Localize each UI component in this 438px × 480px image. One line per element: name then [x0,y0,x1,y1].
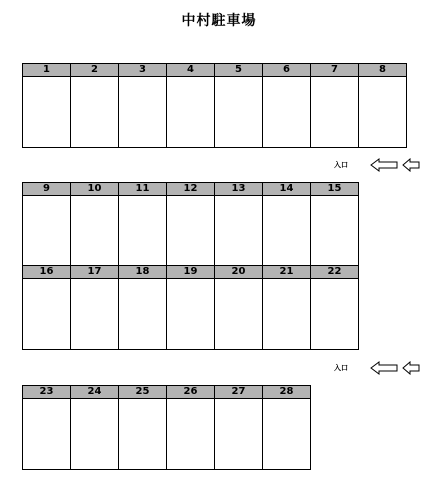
spot-number: 25 [119,386,166,399]
spot-number: 26 [167,386,214,399]
spot-number: 16 [23,266,70,279]
spot-space [215,196,262,266]
spot-space [119,77,166,147]
left-arrow-icon [402,361,420,375]
spot-number: 22 [311,266,358,279]
parking-spot [214,63,263,148]
parking-spot [70,385,119,470]
parking-spot [310,63,359,148]
spot-space [167,279,214,349]
left-arrow-icon [402,158,420,172]
spot-space [167,196,214,266]
spot-number: 2 [71,64,118,77]
parking-spot [214,182,263,267]
entrance-marker-1 [334,158,420,172]
spot-number: 21 [263,266,310,279]
entrance-label: 入口 [334,364,348,372]
parking-spot [70,182,119,267]
parking-row-1 [22,63,407,148]
spot-number: 10 [71,183,118,196]
parking-spot [166,63,215,148]
entrance-label: 入口 [334,161,348,169]
spot-space [311,77,358,147]
parking-row-2 [22,182,359,267]
parking-spot [310,265,359,350]
spot-space [167,399,214,469]
parking-spot [118,182,167,267]
parking-spot [214,385,263,470]
entrance-marker-2 [334,361,420,375]
spot-space [263,196,310,266]
parking-spot [22,265,71,350]
parking-spot [22,182,71,267]
spot-space [215,77,262,147]
left-arrow-icon [370,158,398,172]
spot-space [71,399,118,469]
spot-space [71,279,118,349]
parking-spot [166,265,215,350]
spot-space [263,77,310,147]
spot-number: 15 [311,183,358,196]
spot-number: 5 [215,64,262,77]
spot-space [119,279,166,349]
parking-row-4 [22,385,311,470]
parking-spot [22,63,71,148]
spot-space [71,196,118,266]
parking-spot [214,265,263,350]
spot-space [263,399,310,469]
spot-number: 27 [215,386,262,399]
parking-spot [262,182,311,267]
spot-space [311,279,358,349]
parking-spot [70,63,119,148]
spot-number: 9 [23,183,70,196]
spot-space [311,196,358,266]
spot-space [359,77,406,147]
spot-space [119,399,166,469]
spot-number: 20 [215,266,262,279]
spot-number: 7 [311,64,358,77]
spot-space [23,279,70,349]
parking-spot [22,385,71,470]
parking-spot [358,63,407,148]
spot-number: 1 [23,64,70,77]
left-arrow-icon [370,361,398,375]
spot-number: 28 [263,386,310,399]
parking-spot [70,265,119,350]
spot-number: 8 [359,64,406,77]
spot-number: 4 [167,64,214,77]
parking-spot [118,385,167,470]
spot-space [119,196,166,266]
spot-number: 18 [119,266,166,279]
spot-number: 13 [215,183,262,196]
spot-number: 12 [167,183,214,196]
parking-spot [118,265,167,350]
page-title: 中村駐車場 [181,13,257,29]
spot-number: 3 [119,64,166,77]
spot-number: 24 [71,386,118,399]
parking-spot [262,385,311,470]
spot-number: 6 [263,64,310,77]
spot-space [215,279,262,349]
spot-space [215,399,262,469]
parking-spot [262,63,311,148]
parking-spot [310,182,359,267]
spot-number: 11 [119,183,166,196]
spot-number: 14 [263,183,310,196]
spot-number: 19 [167,266,214,279]
spot-space [23,77,70,147]
spot-space [71,77,118,147]
spot-number: 23 [23,386,70,399]
spot-number: 17 [71,266,118,279]
spot-space [167,77,214,147]
parking-spot [262,265,311,350]
spot-space [23,399,70,469]
parking-row-3 [22,265,359,350]
parking-spot [166,385,215,470]
parking-spot [166,182,215,267]
spot-space [23,196,70,266]
spot-space [263,279,310,349]
parking-spot [118,63,167,148]
